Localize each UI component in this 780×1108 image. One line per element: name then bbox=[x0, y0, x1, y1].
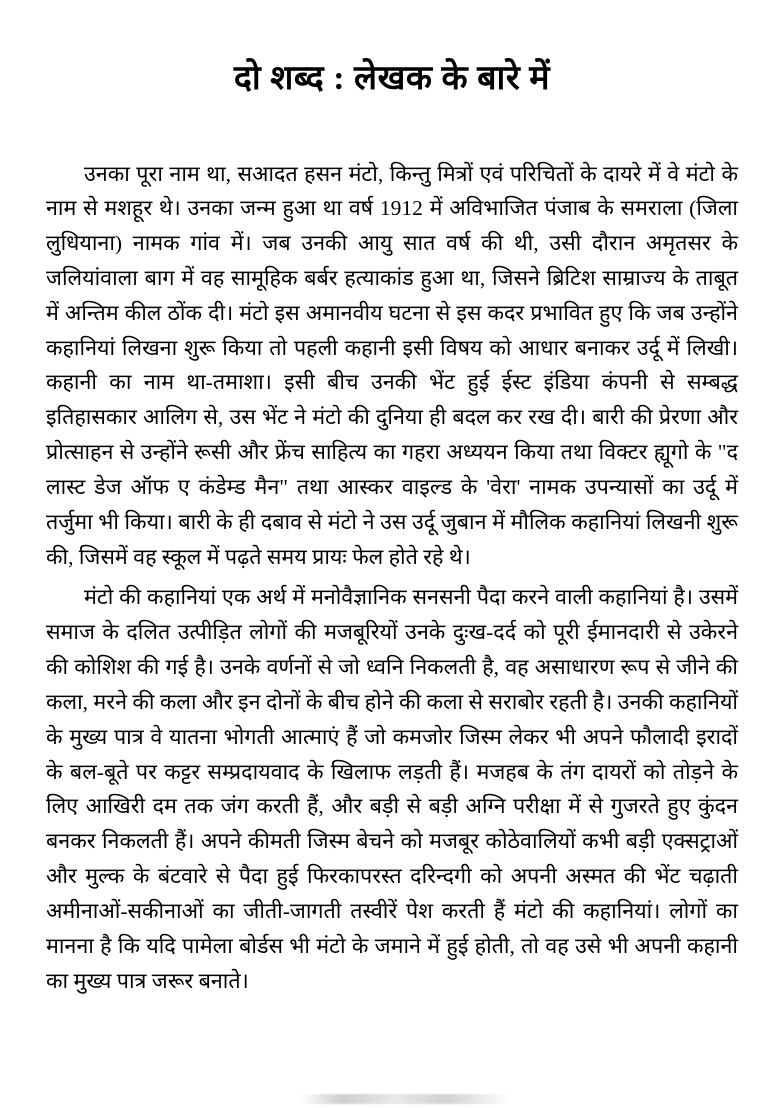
title-spacer bbox=[46, 101, 738, 157]
page-bottom-artifact bbox=[300, 1094, 510, 1104]
document-body bbox=[46, 157, 738, 999]
paragraph-1: उनका पूरा नाम था, सआदत हसन मंटो, किन्तु मित्रों एवं परिचितों के दायरे में वे मंटो के नाम से मशहूर थे। उनका जन्म हुआ था वर्ष 1912 में अविभाजित पंजाब के समराला (जिला लुधियाना) नामक गांव में। जब उनकी आयु सात वर्ष की थी, उसी दौरान अमृतसर के जलियांवाला बाग में वह सामूहिक बर्बर हत्याकांड हुआ था, जिसने ब्रिटिश साम्राज्य के ताबूत में अन्तिम कील ठोंक दी। मंटो इस अमानवीय घटना से इस कदर प्रभावित हुए कि जब उन्होंने कहानियां लिखना शुरू किया तो पहली कहानी इसी विषय को आधार बनाकर उर्दू में लिखी। कहानी का नाम था-तमाशा। इसी बीच उनकी भेंट हुई ईस्ट इंडिया कंपनी से सम्बद्ध इतिहासकार आलिग से, उस भेंट ने मंटो की दुनिया ही बदल कर रख दी। बारी की प्रेरणा और प्रोत्साहन से उन्होंने रूसी और फ्रेंच साहित्य का गहरा अध्ययन किया तथा विक्टर ह्यूगो के "द लास्ट डेज ऑफ ए कंडेम्ड मैन" तथा आस्कर वाइल्ड के 'वेरा' नामक उपन्यासों का उर्दू में तर्जुमा भी किया। बारी के ही दबाव से मंटो ने उस उर्दू जुबान में मौलिक कहानियां लिखनी शुरू की, जिसमें वह स्कूल में पढ़ते समय प्रायः फेल होते रहे थे। bbox=[46, 161, 738, 569]
paragraph-2: मंटो की कहानियां एक अर्थ में मनोवैज्ञानिक सनसनी पैदा करने वाली कहानियां है। उसमें समाज के दलित उत्पीड़ित लोगों की मजबूरियों उनके दुःख-दर्द को पूरी ईमानदारी से उकेरने की कोशिश की गई है। उनके वर्णनों से जो ध्वनि निकलती है, वह असाधारण रूप से जीने की कला, मरने की कला और इन दोनों के बीच होने की कला से सराबोर रहती है। उनकी कहानियों के मुख्य पात्र वे यातना भोगती आत्माएं हैं जो कमजोर जिस्म लेकर भी अपने फौलादी इरादों के बल-बूते पर कट्टर सम्प्रदायवाद के खिलाफ लड़ती हैं। मजहब के तंग दायरों को तोड़ने के लिए आखिरी दम तक जंग करती हैं, और बड़ी से बड़ी अग्नि परीक्षा में से गुजरते हुए कुंदन बनकर निकलती हैं। अपने कीमती जिस्म बेचने को मजबूर कोठेवालियों कभी बड़ी एक्सट्राओं और मुल्क के बंटवारे से पैदा हुई फिरकापरस्त दरिन्दगी को अपनी अस्मत की भेंट चढ़ाती अमीनाओं-सकीनाओं का जीती-जागती तस्वीरें पेश करती हैं मंटो की कहानियां। लोगों का मानना है कि यदि पामेला बोर्डस भी मंटो के जमाने में हुई होती, तो वह उसे भी अपनी कहानी का मुख्य पात्र जरूर बनाते। bbox=[46, 585, 738, 993]
page-title: दो शब्द : लेखक के बारे में bbox=[233, 60, 551, 97]
